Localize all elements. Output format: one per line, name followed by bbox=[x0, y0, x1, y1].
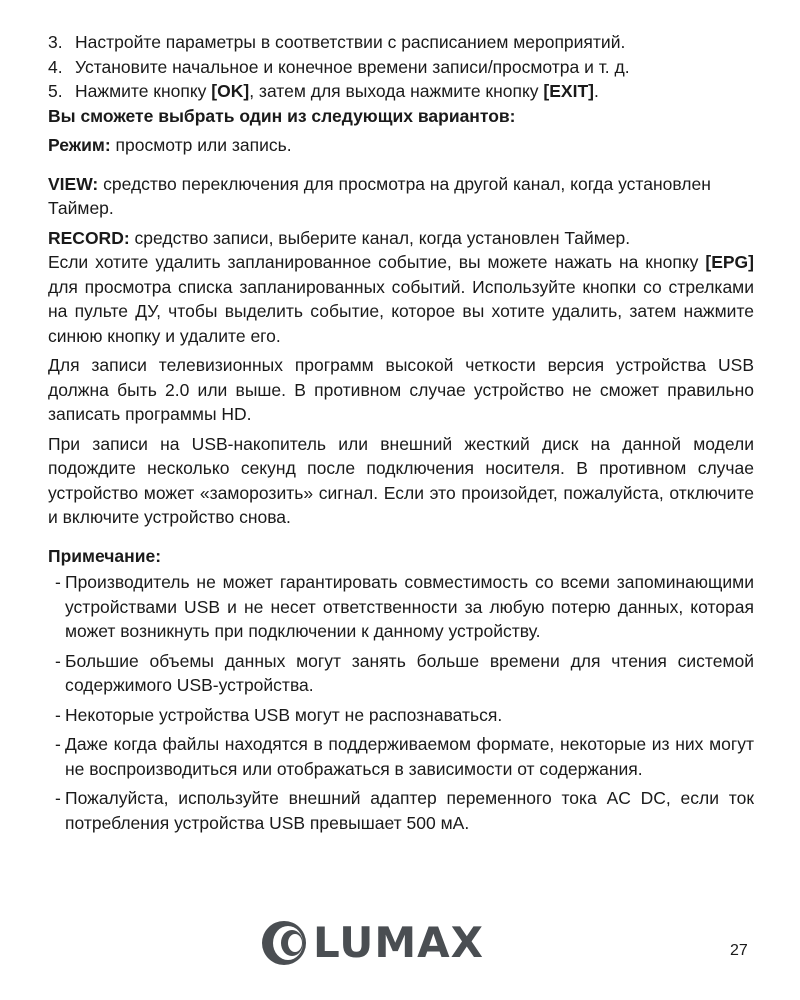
delete-event-paragraph bbox=[48, 250, 754, 348]
list-item bbox=[48, 570, 754, 644]
note-text: Производитель не может гарантировать совместимость со всеми запоминающими устройствами USB и не несет ответственности за любую потерю данных, которая может возникнуть при подключении к данному устройству. bbox=[65, 572, 754, 641]
list-item bbox=[48, 786, 754, 835]
view-paragraph bbox=[48, 172, 754, 221]
step-text bbox=[75, 79, 599, 104]
dash-marker: - bbox=[55, 734, 61, 754]
usb-recording-paragraph: При записи на USB-накопитель или внешний жесткий диск на данной модели подождите несколько секунд после подключения носителя. В противном случае устройство может «заморозить» сигнал. Если это произойдет, пожалуйста, отключите и включите устройство снова. bbox=[48, 433, 754, 527]
step-4 bbox=[48, 55, 754, 80]
mode-text: просмотр или запись. bbox=[110, 135, 292, 155]
step-3 bbox=[48, 30, 754, 55]
view-label: VIEW: bbox=[48, 173, 99, 194]
brand-name: LUMAX bbox=[313, 918, 485, 967]
record-text: средство записи, выберите канал, когда установлен Таймер. bbox=[129, 227, 631, 248]
page-number: 27 bbox=[730, 942, 748, 959]
delete-text-part: Если хотите удалить запланированное событие, вы можете нажать на кнопку bbox=[48, 252, 706, 272]
manual-page-content bbox=[48, 30, 754, 835]
ok-key-label: [OK] bbox=[211, 81, 250, 101]
lumax-logo bbox=[259, 918, 541, 968]
note-text: Пожалуйста, используйте внешний адаптер переменного тока AC DC, если ток потребления устройства USB превышает 500 мА. bbox=[65, 788, 754, 833]
record-label: RECORD: bbox=[48, 227, 130, 248]
note-text: Даже когда файлы находятся в поддерживаемом формате, некоторые из них могут не воспроизводиться или отображаться в зависимости от содержания. bbox=[65, 734, 754, 779]
step-number: 3. bbox=[48, 32, 63, 52]
dash-marker: - bbox=[55, 572, 61, 592]
note-text: Некоторые устройства USB могут не распознаваться. bbox=[65, 704, 503, 725]
exit-key-label: [EXIT] bbox=[543, 81, 594, 101]
dash-marker: - bbox=[55, 704, 61, 725]
dash-marker: - bbox=[55, 788, 61, 808]
step-text-part: Нажмите кнопку bbox=[75, 81, 212, 101]
notes-list bbox=[48, 570, 754, 835]
step-number: 5. bbox=[48, 81, 63, 101]
mode-paragraph bbox=[48, 133, 754, 158]
dash-marker: - bbox=[55, 650, 61, 671]
list-item bbox=[48, 703, 754, 728]
step-text: Настройте параметры в соответствии с расписанием мероприятий. bbox=[75, 32, 626, 52]
step-5 bbox=[48, 79, 754, 104]
options-heading: Вы сможете выбрать один из следующих вариантов: bbox=[48, 105, 516, 126]
lumax-swirl-icon bbox=[259, 918, 309, 968]
note-text: Большие объемы данных могут занять больше времени для чтения системой содержимого USB-устройства. bbox=[65, 650, 754, 695]
hd-recording-paragraph: Для записи телевизионных программ высокой четкости версия устройства USB должна быть 2.0 или выше. В противном случае устройство не сможет правильно записать программы HD. bbox=[48, 355, 754, 424]
note-heading: Примечание: bbox=[48, 545, 162, 566]
view-text: средство переключения для просмотра на другой канал, когда установлен Таймер. bbox=[48, 173, 711, 218]
step-text-part: . bbox=[593, 81, 599, 101]
delete-text-part: для просмотра списка запланированных событий. Используйте кнопки со стрелками на пульте ДУ, чтобы выделить событие, которое вы хотите удалить, затем нажмите синюю кнопку и удалите его. bbox=[48, 276, 754, 346]
step-text: Установите начальное и конечное времени записи/просмотра и т. д. bbox=[75, 56, 630, 77]
step-text-part: , затем для выхода нажмите кнопку bbox=[249, 81, 544, 101]
record-paragraph bbox=[48, 226, 754, 251]
epg-key-label: [EPG] bbox=[705, 252, 754, 272]
step-number: 4. bbox=[48, 56, 63, 77]
list-item bbox=[48, 732, 754, 781]
mode-label: Режим: bbox=[48, 135, 111, 155]
list-item bbox=[48, 649, 754, 698]
